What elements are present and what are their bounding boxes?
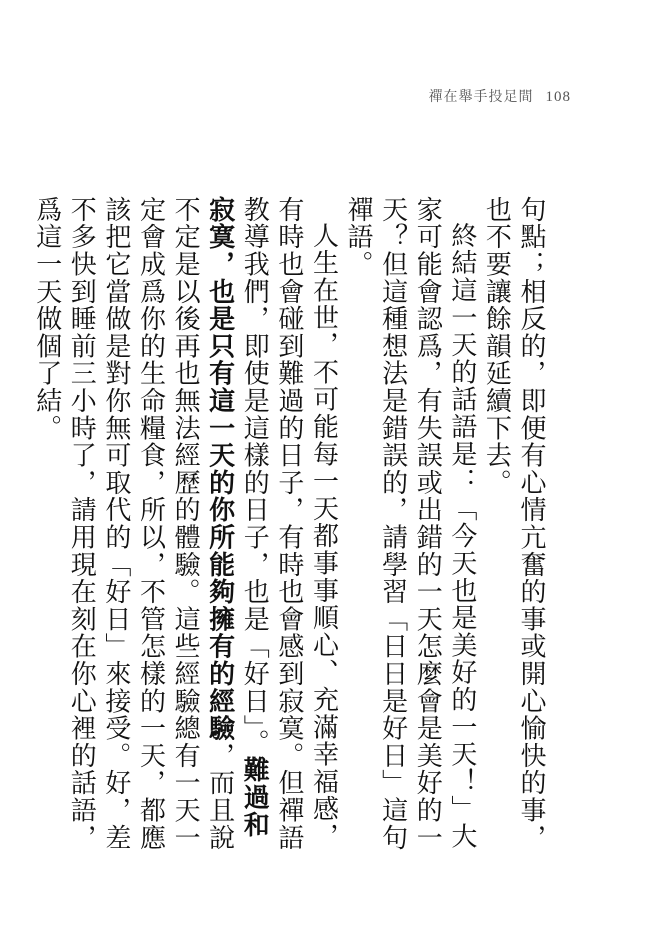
paragraph-1-text: 句點；相反的，即便有心情亢奮的事或開心愉快的事，也不要讓餘韻延續下去。 [481, 196, 546, 852]
page-number: 108 [545, 89, 571, 105]
paragraph-2 [340, 196, 478, 860]
paragraph-3-text-a: 人生在世，不可能每一天都事事順心、充滿幸福感，有時也會碰到難過的日子，有時也會感到寂寞。但禪語教導我們，即使是這樣的日子，也是「好日」。 [239, 196, 339, 852]
paragraph-3-text-b: ，而且說不定是以後再也無法經歷的體驗。這些經驗總有一天一定會成爲你的生命糧食，所以，不管怎樣的一天，都應該把它當做是對你無可取代的「好日」來接受。好，差不多快到睡前三小時了，請用現在刻在你心裡的話語，爲這一天做個了結。 [31, 196, 235, 852]
running-header [429, 86, 572, 106]
paragraph-2-text: 終結這一天的話語是：「今天也是美好的一天！」大家可能會認爲，有失誤或出錯的一天怎麼會是美好的一天？但這種想法是錯誤的，請學習「日日是好日」這句禪語。 [343, 196, 477, 852]
paragraph-3-emphasis: 難過和寂寞，也是只有這一天的你所能夠擁有的經驗 [204, 196, 270, 839]
body-text [31, 196, 548, 860]
paragraph-1 [479, 196, 548, 860]
paragraph-3 [29, 196, 340, 860]
book-title: 禪在舉手投足間 [428, 89, 534, 105]
